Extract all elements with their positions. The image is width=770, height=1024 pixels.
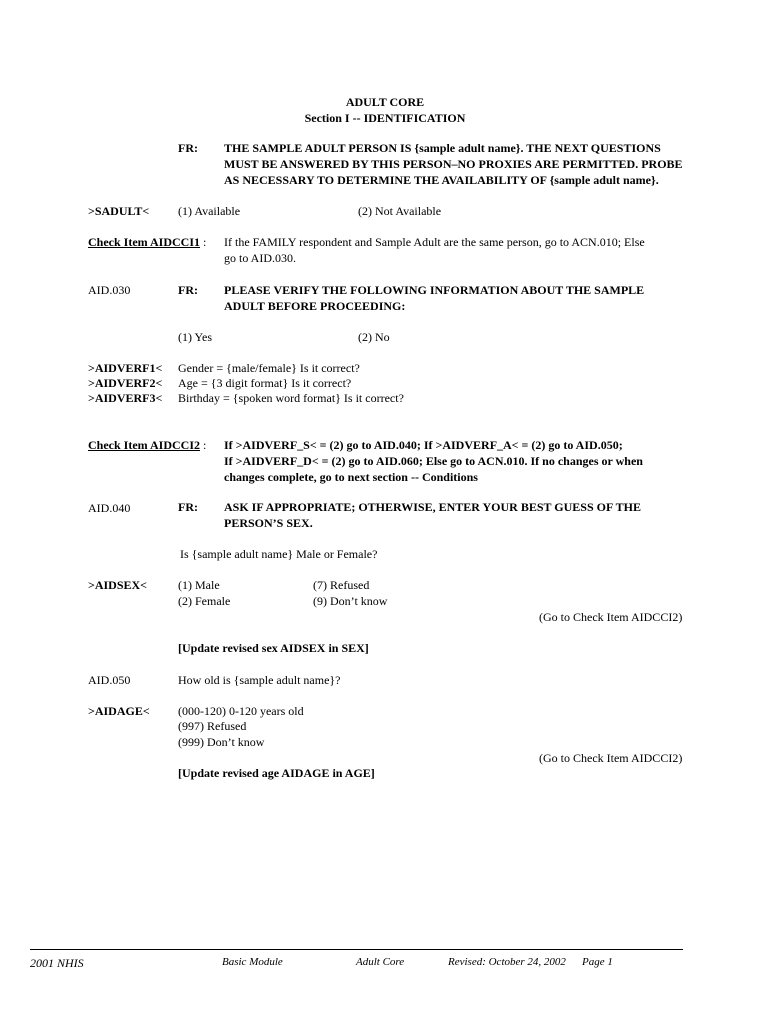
aid050-id: AID.050 bbox=[88, 673, 131, 687]
check-item-2-line-2: If >AIDVERF_D< = (2) go to AID.060; Else go to ACN.010. If no changes or when bbox=[224, 454, 643, 468]
fr-intro-line-2: MUST BE ANSWERED BY THIS PERSON–NO PROXIES ARE PERMITTED. PROBE bbox=[224, 157, 683, 171]
verify-var-2: >AIDVERF2< bbox=[88, 376, 163, 390]
aidage-goto: (Go to Check Item AIDCCI2) bbox=[539, 751, 683, 765]
footer-survey: 2001 NHIS bbox=[30, 956, 84, 970]
sadult-option-not-available: (2) Not Available bbox=[358, 204, 442, 218]
aid030-fr-label: FR: bbox=[178, 283, 198, 297]
footer-core: Adult Core bbox=[356, 956, 405, 968]
fr-intro-line-1: THE SAMPLE ADULT PERSON IS {sample adult name}. THE NEXT QUESTIONS bbox=[224, 141, 661, 155]
check-item-2-colon: : bbox=[203, 438, 207, 452]
aid040-id: AID.040 bbox=[88, 501, 131, 515]
verify-text-3: Birthday = {spoken word format} Is it correct? bbox=[178, 391, 404, 405]
aidsex-option-male: (1) Male bbox=[178, 578, 220, 592]
aidage-option-range: (000-120) 0-120 years old bbox=[178, 704, 304, 718]
document-title: ADULT CORE bbox=[345, 95, 425, 109]
aidage-option-refused: (997) Refused bbox=[178, 719, 247, 733]
check-item-2-label: Check Item AIDCCI2 bbox=[88, 438, 200, 452]
aid030-id: AID.030 bbox=[88, 283, 131, 297]
aid030-line-2: ADULT BEFORE PROCEEDING: bbox=[224, 299, 406, 313]
aidsex-option-refused: (7) Refused bbox=[313, 578, 370, 592]
aid030-option-no: (2) No bbox=[358, 330, 390, 344]
footer-page: Page 1 bbox=[582, 956, 613, 968]
aid050-question: How old is {sample adult name}? bbox=[178, 673, 341, 687]
verify-var-3: >AIDVERF3< bbox=[88, 391, 163, 405]
aidsex-goto: (Go to Check Item AIDCCI2) bbox=[539, 610, 683, 624]
aid040-line-2: PERSON’S SEX. bbox=[224, 516, 313, 530]
check-item-1-line-2: go to AID.030. bbox=[224, 251, 296, 265]
aidage-option-dont-know: (999) Don’t know bbox=[178, 735, 265, 749]
check-item-2-line-1: If >AIDVERF_S< = (2) go to AID.040; If >AIDVERF_A< = (2) go to AID.050; bbox=[224, 438, 623, 452]
check-item-1 bbox=[88, 234, 206, 250]
verify-text-1: Gender = {male/female} Is it correct? bbox=[178, 361, 360, 375]
section-title: Section I -- IDENTIFICATION bbox=[304, 111, 466, 125]
aidsex-option-dont-know: (9) Don’t know bbox=[313, 594, 388, 608]
check-item-2-line-3: changes complete, go to next section -- Conditions bbox=[224, 470, 478, 484]
aidsex-variable: >AIDSEX< bbox=[88, 578, 148, 592]
aidsex-option-female: (2) Female bbox=[178, 594, 231, 608]
aidage-variable: >AIDAGE< bbox=[88, 704, 150, 718]
sadult-variable: >SADULT< bbox=[88, 204, 150, 218]
check-item-1-line-1: If the FAMILY respondent and Sample Adult are the same person, go to ACN.010; Else bbox=[224, 235, 645, 249]
check-item-1-colon: : bbox=[203, 235, 207, 249]
aid040-line-1: ASK IF APPROPRIATE; OTHERWISE, ENTER YOUR BEST GUESS OF THE bbox=[224, 500, 641, 514]
aidsex-update-note: [Update revised sex AIDSEX in SEX] bbox=[178, 641, 369, 655]
footer-module: Basic Module bbox=[222, 956, 283, 968]
aid040-fr-label: FR: bbox=[178, 500, 198, 514]
aid030-option-yes: (1) Yes bbox=[178, 330, 213, 344]
fr-intro-label: FR: bbox=[178, 141, 198, 155]
check-item-1-label: Check Item AIDCCI1 bbox=[88, 235, 200, 249]
sadult-option-available: (1) Available bbox=[178, 204, 241, 218]
aidage-update-note: [Update revised age AIDAGE in AGE] bbox=[178, 766, 375, 780]
aid030-line-1: PLEASE VERIFY THE FOLLOWING INFORMATION ABOUT THE SAMPLE bbox=[224, 283, 645, 297]
footer-rule bbox=[30, 949, 683, 950]
aid040-question: Is {sample adult name} Male or Female? bbox=[180, 547, 378, 561]
verify-text-2: Age = {3 digit format} Is it correct? bbox=[178, 376, 352, 390]
check-item-2 bbox=[88, 437, 206, 453]
footer-revised: Revised: October 24, 2002 bbox=[448, 956, 566, 968]
verify-var-1: >AIDVERF1< bbox=[88, 361, 163, 375]
fr-intro-line-3: AS NECESSARY TO DETERMINE THE AVAILABILITY OF {sample adult name}. bbox=[224, 173, 659, 187]
